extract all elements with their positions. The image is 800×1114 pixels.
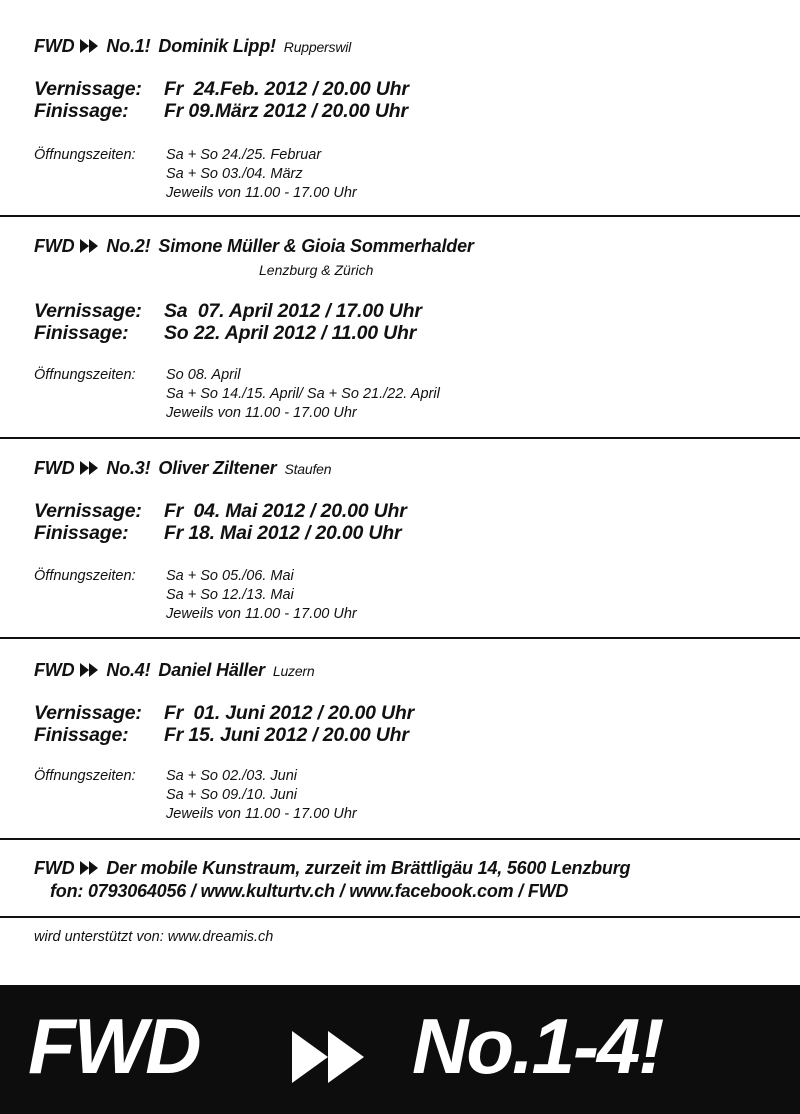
vernissage-label: Vernissage: [34,78,142,100]
artist-name: Dominik Lipp! [158,36,276,56]
exhibition-4-heading [34,660,314,681]
double-arrow-icon [78,663,100,677]
finissage-label: Finissage: [34,522,129,544]
exhibition-number: No.1! [106,36,151,56]
vernissage-label: Vernissage: [34,300,142,322]
opening-line: Sa + So 03./04. März [166,166,303,182]
vernissage-date: Fr 01. Juni 2012 / 20.00 Uhr [164,702,414,724]
contact-line-1 [34,858,630,879]
opening-label: Öffnungszeiten: [34,147,136,163]
divider [0,215,800,217]
double-arrow-icon [78,39,100,53]
opening-line: Sa + So 12./13. Mai [166,587,294,603]
divider [0,637,800,639]
finissage-date: Fr 15. Juni 2012 / 20.00 Uhr [164,724,409,746]
opening-line: Sa + So 24./25. Februar [166,147,322,163]
exhibition-2-heading [34,236,474,257]
finissage-date: Fr 18. Mai 2012 / 20.00 Uhr [164,522,402,544]
sponsor-note: wird unterstützt von: www.dreamis.ch [34,929,274,945]
brand-label: FWD [34,458,75,478]
artist-name: Oliver Ziltener [158,458,277,478]
vernissage-line [34,300,422,323]
finissage-line [34,724,409,747]
footer-banner [0,985,800,1114]
artist-name: Daniel Häller [158,660,265,680]
double-arrow-icon [292,1031,376,1083]
opening-label: Öffnungszeiten: [34,367,136,383]
brand-label: FWD [34,36,75,56]
finissage-label: Finissage: [34,100,129,122]
artist-city: Lenzburg & Zürich [259,262,374,278]
brand-label: FWD [34,236,75,256]
opening-hours [34,146,357,203]
double-arrow-icon [78,461,100,475]
artist-city: Rupperswil [283,39,352,55]
brand-label: FWD [34,858,75,878]
vernissage-line [34,500,407,523]
exhibition-number: No.2! [106,236,151,256]
vernissage-line [34,702,414,725]
vernissage-date: Fr 24.Feb. 2012 / 20.00 Uhr [164,78,409,100]
finissage-line [34,522,401,545]
divider [0,838,800,840]
exhibition-number: No.3! [106,458,151,478]
artist-city: Staufen [284,461,332,477]
opening-line: Jeweils von 11.00 - 17.00 Uhr [166,806,357,822]
footer-brand: FWD [28,1002,200,1090]
finissage-label: Finissage: [34,322,129,344]
contact-address: Der mobile Kunstraum, zurzeit im Brättligäu 14, 5600 Lenzburg [106,858,631,878]
opening-hours [34,366,440,423]
vernissage-label: Vernissage: [34,500,142,522]
double-arrow-icon [78,861,100,875]
exhibition-1-heading [34,36,351,57]
finissage-date: So 22. April 2012 / 11.00 Uhr [164,322,417,344]
opening-hours [34,767,357,824]
opening-line: Jeweils von 11.00 - 17.00 Uhr [166,405,357,421]
artist-city: Luzern [272,663,315,679]
opening-line: Sa + So 09./10. Juni [166,787,297,803]
divider [0,916,800,918]
double-arrow-icon [78,239,100,253]
finissage-line [34,322,416,345]
finissage-date: Fr 09.März 2012 / 20.00 Uhr [164,100,408,122]
opening-label: Öffnungszeiten: [34,768,136,784]
opening-line: Sa + So 02./03. Juni [166,768,297,784]
finissage-line [34,100,408,123]
exhibition-number: No.4! [106,660,151,680]
vernissage-date: Sa 07. April 2012 / 17.00 Uhr [164,300,422,322]
contact-line-2: fon: 0793064056 / www.kulturtv.ch / www.facebook.com / FWD [50,881,569,901]
footer-title: No.1-4! [412,1002,663,1090]
brand-label: FWD [34,660,75,680]
opening-line: Sa + So 05./06. Mai [166,568,294,584]
opening-line: Sa + So 14./15. April/ Sa + So 21./22. April [166,386,440,402]
opening-line: Jeweils von 11.00 - 17.00 Uhr [166,185,357,201]
opening-hours [34,567,357,624]
opening-label: Öffnungszeiten: [34,568,136,584]
vernissage-line [34,78,409,101]
vernissage-date: Fr 04. Mai 2012 / 20.00 Uhr [164,500,407,522]
vernissage-label: Vernissage: [34,702,142,724]
finissage-label: Finissage: [34,724,129,746]
exhibition-3-heading [34,458,331,479]
divider [0,437,800,439]
opening-line: Jeweils von 11.00 - 17.00 Uhr [166,606,357,622]
opening-line: So 08. April [166,367,241,383]
artist-name: Simone Müller & Gioia Sommerhalder [158,236,474,256]
